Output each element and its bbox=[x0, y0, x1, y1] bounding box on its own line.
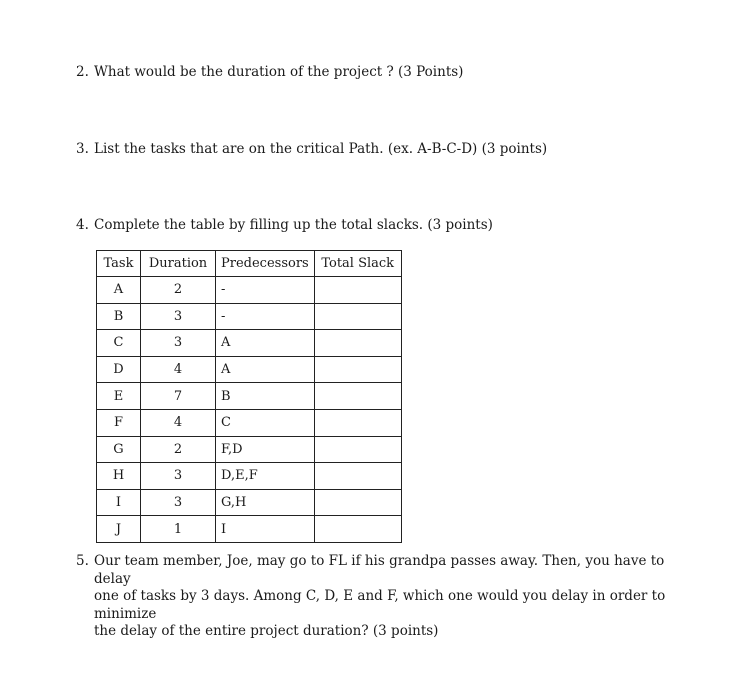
question-5-text bbox=[94, 553, 684, 641]
total-slack-cell[interactable] bbox=[314, 463, 401, 490]
duration-cell: 3 bbox=[141, 489, 216, 516]
question-3 bbox=[76, 141, 547, 159]
predecessors-cell: - bbox=[216, 277, 315, 304]
question-2 bbox=[76, 64, 463, 82]
duration-cell: 4 bbox=[141, 409, 216, 436]
total-slack-cell[interactable] bbox=[314, 277, 401, 304]
table-row bbox=[97, 409, 402, 436]
question-4-text: Complete the table by filling up the total slacks. (3 points) bbox=[94, 217, 493, 233]
question-3-text: List the tasks that are on the critical Path. (ex. A-B-C-D) (3 points) bbox=[94, 141, 548, 157]
table-row bbox=[97, 383, 402, 410]
header-task: Task bbox=[97, 251, 141, 277]
question-3-number: 3. bbox=[76, 141, 89, 157]
predecessors-cell: I bbox=[216, 516, 315, 543]
predecessors-cell: G,H bbox=[216, 489, 315, 516]
predecessors-cell: B bbox=[216, 383, 315, 410]
question-5-number: 5. bbox=[76, 553, 89, 569]
duration-cell: 4 bbox=[141, 356, 216, 383]
question-2-number: 2. bbox=[76, 64, 89, 80]
duration-cell: 2 bbox=[141, 436, 216, 463]
duration-cell: 3 bbox=[141, 330, 216, 357]
question-2-text: What would be the duration of the project ? (3 Points) bbox=[94, 64, 464, 80]
predecessors-cell: - bbox=[216, 303, 315, 330]
question-4-number: 4. bbox=[76, 217, 89, 233]
total-slack-cell[interactable] bbox=[314, 356, 401, 383]
header-predecessors: Predecessors bbox=[216, 251, 315, 277]
predecessors-cell: A bbox=[216, 356, 315, 383]
total-slack-cell[interactable] bbox=[314, 436, 401, 463]
total-slack-cell[interactable] bbox=[314, 516, 401, 543]
task-cell: D bbox=[97, 356, 141, 383]
table-row bbox=[97, 277, 402, 304]
total-slack-cell[interactable] bbox=[314, 383, 401, 410]
predecessors-cell: A bbox=[216, 330, 315, 357]
predecessors-cell: C bbox=[216, 409, 315, 436]
table-row bbox=[97, 516, 402, 543]
duration-cell: 7 bbox=[141, 383, 216, 410]
table-row bbox=[97, 463, 402, 490]
question-5 bbox=[76, 553, 686, 639]
task-cell: E bbox=[97, 383, 141, 410]
total-slack-cell[interactable] bbox=[314, 409, 401, 436]
duration-cell: 3 bbox=[141, 303, 216, 330]
task-cell: A bbox=[97, 277, 141, 304]
table-row bbox=[97, 356, 402, 383]
table-row bbox=[97, 436, 402, 463]
task-cell: F bbox=[97, 409, 141, 436]
duration-cell: 2 bbox=[141, 277, 216, 304]
total-slack-table bbox=[96, 250, 402, 543]
table-row bbox=[97, 330, 402, 357]
table-header-row bbox=[97, 251, 402, 277]
task-cell: C bbox=[97, 330, 141, 357]
duration-cell: 1 bbox=[141, 516, 216, 543]
table-row bbox=[97, 303, 402, 330]
header-duration: Duration bbox=[141, 251, 216, 277]
task-cell: B bbox=[97, 303, 141, 330]
total-slack-cell[interactable] bbox=[314, 303, 401, 330]
total-slack-cell[interactable] bbox=[314, 489, 401, 516]
header-total-slack: Total Slack bbox=[314, 251, 401, 277]
table-row bbox=[97, 489, 402, 516]
task-cell: G bbox=[97, 436, 141, 463]
question-5-line-1: Our team member, Joe, may go to FL if his grandpa passes away. Then, you have to delay bbox=[94, 553, 665, 587]
task-cell: H bbox=[97, 463, 141, 490]
predecessors-cell: F,D bbox=[216, 436, 315, 463]
total-slack-cell[interactable] bbox=[314, 330, 401, 357]
predecessors-cell: D,E,F bbox=[216, 463, 315, 490]
question-4 bbox=[76, 217, 493, 235]
task-cell: I bbox=[97, 489, 141, 516]
question-5-line-3: the delay of the entire project duration? (3 points) bbox=[94, 623, 439, 639]
duration-cell: 3 bbox=[141, 463, 216, 490]
task-cell: J bbox=[97, 516, 141, 543]
question-5-line-2: one of tasks by 3 days. Among C, D, E and F, which one would you delay in order to minimize bbox=[94, 588, 666, 622]
